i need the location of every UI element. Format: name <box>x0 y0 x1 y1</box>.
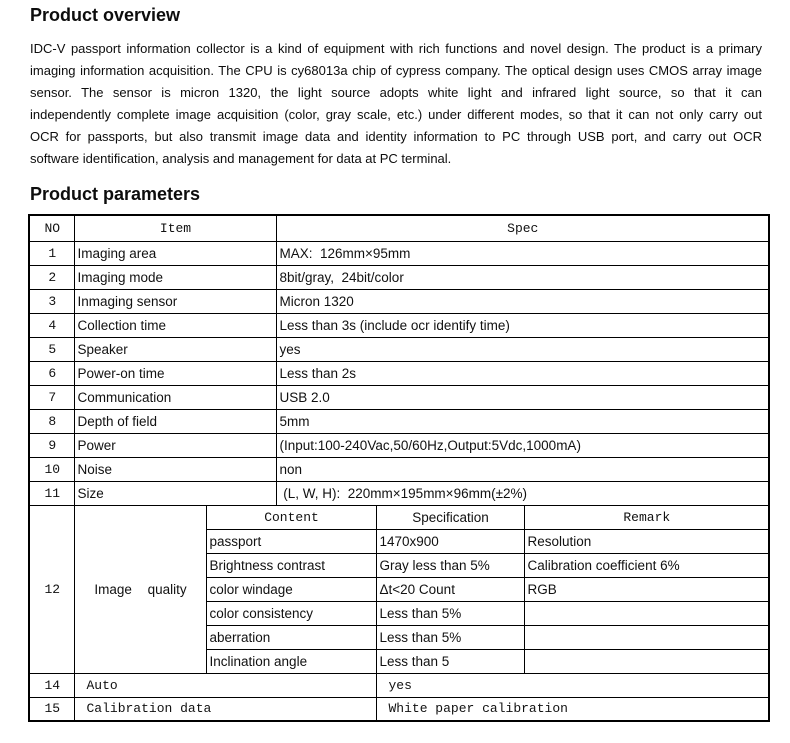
row-number-cell: 10 <box>29 457 74 481</box>
paragraph-line: software identification, analysis and management for data at PC terminal. <box>30 151 452 166</box>
row-number-cell: 9 <box>29 433 74 457</box>
item-cell: Power <box>74 433 276 457</box>
spec-row <box>29 409 769 433</box>
spec-row <box>29 289 769 313</box>
specification-cell: Gray less than 5% <box>376 553 524 577</box>
spec-row <box>29 361 769 385</box>
subcol-header-content: Content <box>206 505 376 529</box>
content-cell: color windage <box>206 577 376 601</box>
item-cell: Noise <box>74 457 276 481</box>
item-cell: Calibration data <box>74 697 376 721</box>
specification-cell: 1470x900 <box>376 529 524 553</box>
spec-row <box>29 385 769 409</box>
content-cell: Inclination angle <box>206 649 376 673</box>
value-cell: yes <box>376 673 769 697</box>
footer-row <box>29 697 769 721</box>
spec-cell: Less than 3s (include ocr identify time) <box>276 313 769 337</box>
content-cell: passport <box>206 529 376 553</box>
spec-row <box>29 433 769 457</box>
remark-cell: Calibration coefficient 6% <box>524 553 769 577</box>
spec-row <box>29 481 769 505</box>
remark-cell <box>524 601 769 625</box>
item-cell: Inmaging sensor <box>74 289 276 313</box>
row-number-cell: 1 <box>29 241 74 265</box>
remark-cell <box>524 649 769 673</box>
spec-cell: USB 2.0 <box>276 385 769 409</box>
row-number-cell: 11 <box>29 481 74 505</box>
item-cell: Collection time <box>74 313 276 337</box>
overview-heading: Product overview <box>30 5 181 25</box>
spec-cell: MAX: 126mm×95mm <box>276 241 769 265</box>
item-cell: Imaging area <box>74 241 276 265</box>
content-cell: color consistency <box>206 601 376 625</box>
col-header-no: NO <box>29 215 74 241</box>
col-header-item: Item <box>74 215 276 241</box>
row-number-cell: 5 <box>29 337 74 361</box>
row-number-cell: 12 <box>29 505 74 673</box>
value-cell: White paper calibration <box>376 697 769 721</box>
spec-cell: 8bit/gray, 24bit/color <box>276 265 769 289</box>
subcol-header-specification: Specification <box>376 505 524 529</box>
row-number-cell: 6 <box>29 361 74 385</box>
footer-row <box>29 673 769 697</box>
spec-cell: Micron 1320 <box>276 289 769 313</box>
item-cell: Imaging mode <box>74 265 276 289</box>
item-cell: Depth of field <box>74 409 276 433</box>
spec-cell: (Input:100-240Vac,50/60Hz,Output:5Vdc,1000mA) <box>276 433 769 457</box>
spec-cell: non <box>276 457 769 481</box>
item-cell: Power-on time <box>74 361 276 385</box>
specification-cell: Less than 5% <box>376 625 524 649</box>
specification-cell: Less than 5% <box>376 601 524 625</box>
remark-cell <box>524 625 769 649</box>
item-cell: Size <box>74 481 276 505</box>
parameters-heading: Product parameters <box>30 184 201 204</box>
row-number-cell: 15 <box>29 697 74 721</box>
col-header-spec: Spec <box>276 215 769 241</box>
content-cell: aberration <box>206 625 376 649</box>
spec-cell: 5mm <box>276 409 769 433</box>
paragraph-line: independently complete image acquisition (color, gray scale, etc.) under different modes, so that it can not only carry out <box>30 107 762 122</box>
image-quality-header-row <box>29 505 769 529</box>
parameters-table <box>28 214 770 722</box>
remark-cell: RGB <box>524 577 769 601</box>
document-page <box>0 5 790 722</box>
remark-cell: Resolution <box>524 529 769 553</box>
footer-rows-section <box>29 673 769 721</box>
table-header-row <box>29 215 769 241</box>
spec-rows-section <box>29 241 769 505</box>
spec-cell: (L, W, H): 220mm×195mm×96mm(±2%) <box>276 481 769 505</box>
image-quality-label-cell: Image quality <box>74 505 206 673</box>
item-cell: Auto <box>74 673 376 697</box>
spec-row <box>29 457 769 481</box>
specification-cell: Δt<20 Count <box>376 577 524 601</box>
paragraph-line: IDC-V passport information collector is a kind of equipment with rich functions and novel design. The product is a primary <box>30 41 762 56</box>
item-cell: Communication <box>74 385 276 409</box>
spec-cell: Less than 2s <box>276 361 769 385</box>
overview-paragraph <box>30 38 762 170</box>
paragraph-line: OCR for passports, but also transmit image data and identity information to PC through USB port, and carry out OCR <box>30 129 762 144</box>
spec-row <box>29 337 769 361</box>
paragraph-line: imaging information acquisition. The CPU is cy68013a chip of cypress company. The optical design uses CMOS array image <box>30 63 762 78</box>
table-header-section <box>29 215 769 241</box>
subcol-header-remark: Remark <box>524 505 769 529</box>
spec-row <box>29 313 769 337</box>
row-number-cell: 2 <box>29 265 74 289</box>
item-cell: Speaker <box>74 337 276 361</box>
row-number-cell: 3 <box>29 289 74 313</box>
row-number-cell: 7 <box>29 385 74 409</box>
spec-cell: yes <box>276 337 769 361</box>
specification-cell: Less than 5 <box>376 649 524 673</box>
row-number-cell: 14 <box>29 673 74 697</box>
row-number-cell: 8 <box>29 409 74 433</box>
spec-row <box>29 241 769 265</box>
content-cell: Brightness contrast <box>206 553 376 577</box>
row-number-cell: 4 <box>29 313 74 337</box>
image-quality-section <box>29 505 769 673</box>
spec-row <box>29 265 769 289</box>
paragraph-line: sensor. The sensor is micron 1320, the light source adopts white light and infrared light source, so that it can <box>30 85 762 100</box>
